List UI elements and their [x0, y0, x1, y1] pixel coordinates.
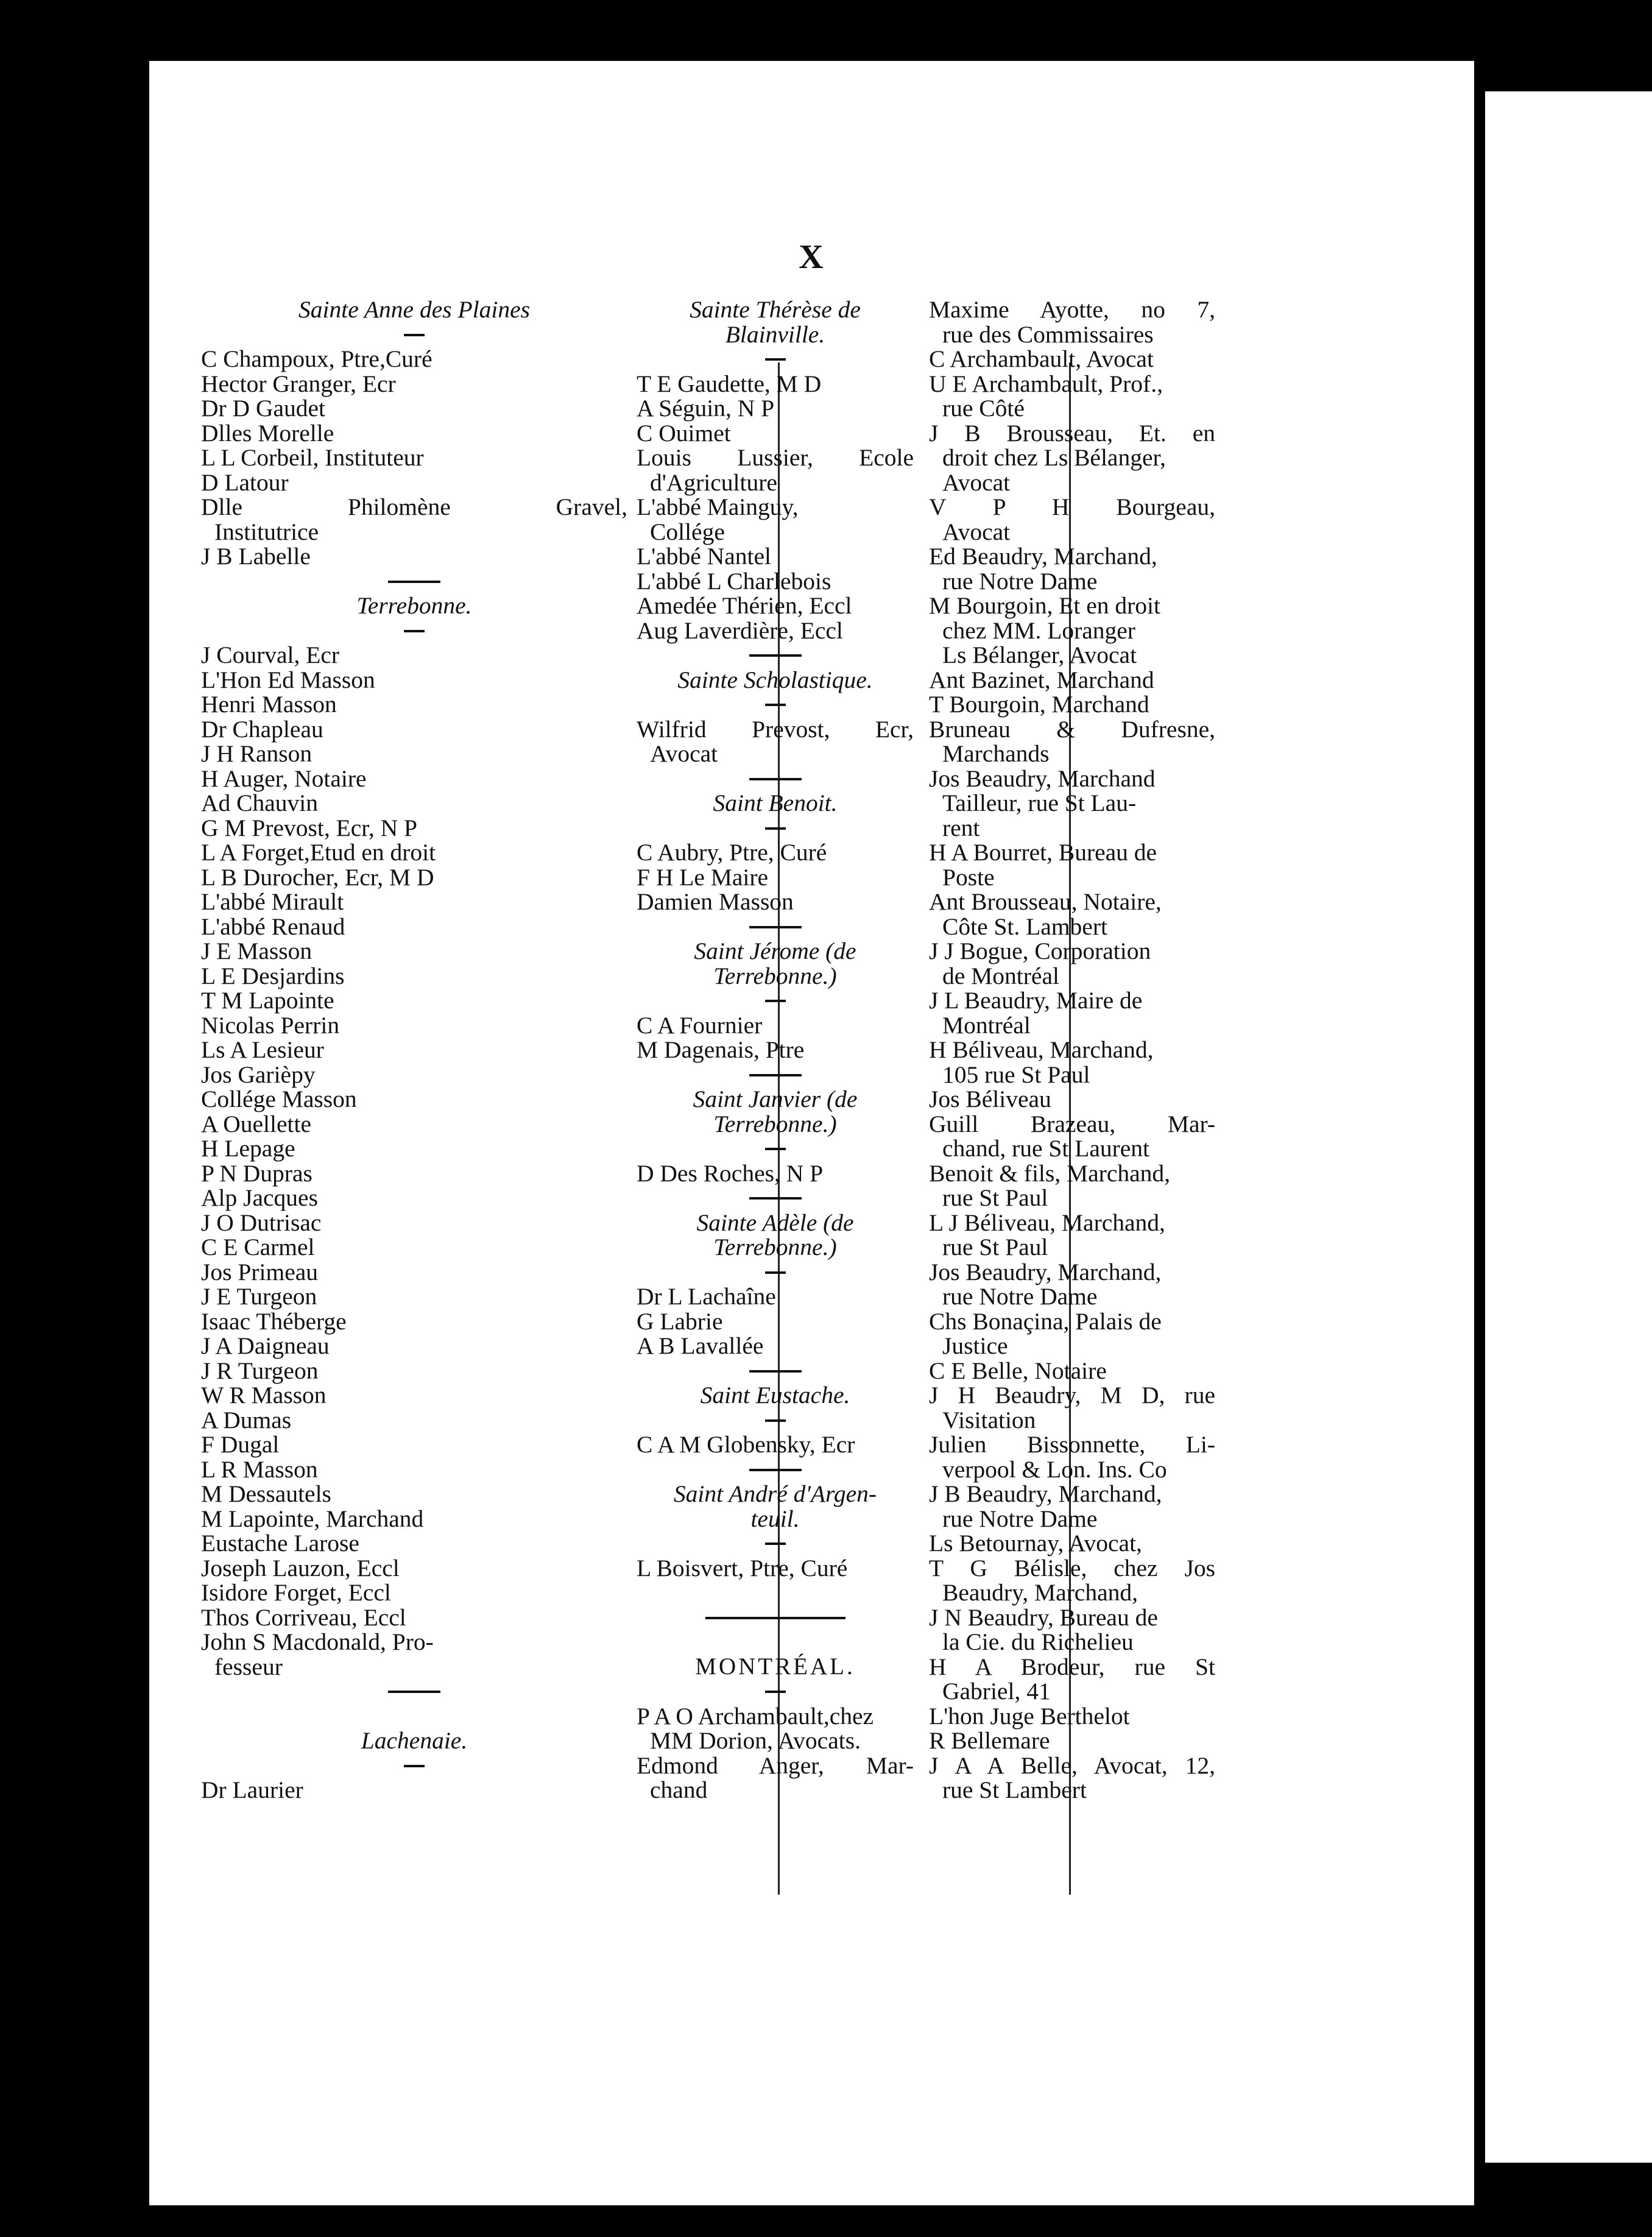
separator-dash — [637, 1136, 914, 1161]
separator-dash — [637, 816, 914, 841]
directory-entry: T E Gaudette, M D — [637, 370, 822, 397]
place-heading: Saint Janvier (de — [693, 1086, 858, 1112]
directory-entry: L A Forget,Etud en droit — [201, 839, 436, 866]
directory-entry: F H Le Maire — [637, 863, 769, 891]
place-heading: Saint Benoit. — [713, 790, 838, 816]
directory-entry: Côte St. Lambert — [942, 913, 1107, 940]
directory-entry: H A Bourret, Bureau de — [929, 839, 1157, 866]
directory-entry: chez MM. Loranger — [942, 617, 1135, 644]
directory-entry: Wilfrid Prevost, Ecr, — [637, 715, 914, 743]
directory-entry: Aug Laverdière, Eccl — [637, 617, 843, 644]
directory-entry: M Lapointe, Marchand — [201, 1505, 424, 1532]
directory-entry: M Bourgoin, Et en droit — [929, 592, 1160, 619]
section-rule — [637, 914, 914, 939]
directory-entry: D Latour — [201, 468, 289, 496]
directory-entry: Jos Béliveau — [929, 1086, 1051, 1112]
directory-entry: Jos Beaudry, Marchand, — [929, 1258, 1162, 1285]
directory-entry: Justice — [942, 1332, 1008, 1359]
directory-entry: Dr L Lachaîne — [637, 1283, 776, 1310]
separator-dash — [637, 988, 914, 1013]
directory-entry: L'hon Juge Berthelot — [929, 1702, 1130, 1730]
separator-dash — [201, 322, 627, 347]
directory-entry: G M Prevost, Ecr, N P — [201, 814, 417, 841]
directory-entry: D Des Roches, N P — [637, 1159, 824, 1187]
column-2 — [637, 297, 914, 1803]
separator-dash — [201, 1753, 627, 1778]
directory-entry: C Ouimet — [637, 419, 731, 447]
directory-entry: Bruneau & Dufresne, — [929, 715, 1215, 743]
section-rule — [637, 1062, 914, 1087]
directory-entry: J A A Belle, Avocat, 12, — [929, 1751, 1215, 1779]
directory-entry: Dr D Gaudet — [201, 395, 326, 422]
directory-entry: A B Lavallée — [637, 1332, 764, 1359]
directory-entry: R Bellemare — [929, 1727, 1050, 1754]
directory-entry: Isaac Théberge — [201, 1307, 347, 1335]
directory-entry: Avocat — [942, 468, 1011, 496]
directory-entry: J A Daigneau — [201, 1332, 330, 1359]
section-rule — [201, 1679, 627, 1704]
place-heading: Terrebonne.) — [713, 1234, 837, 1260]
directory-entry: C E Carmel — [201, 1234, 315, 1260]
directory-entry: Benoit & fils, Marchand, — [929, 1159, 1171, 1187]
directory-entry: Dlles Morelle — [201, 419, 334, 447]
directory-entry: John S Macdonald, Pro- — [201, 1628, 434, 1655]
directory-entry: J B Beaudry, Marchand, — [929, 1480, 1162, 1507]
directory-entry: L R Masson — [201, 1455, 318, 1483]
major-section-rule — [637, 1605, 914, 1630]
place-heading: Terrebonne.) — [713, 1110, 837, 1137]
directory-entry: W R Masson — [201, 1382, 327, 1408]
directory-entry: verpool & Lon. Ins. Co — [942, 1455, 1167, 1483]
section-rule — [201, 569, 627, 594]
directory-entry: C Aubry, Ptre, Curé — [637, 839, 827, 866]
directory-entry: chand, rue St Laurent — [942, 1135, 1150, 1162]
directory-entry: Dlle Philomène Gravel, — [201, 493, 627, 520]
section-rule — [637, 1359, 914, 1384]
directory-entry: L L Corbeil, Instituteur — [201, 444, 424, 471]
directory-entry: Damien Masson — [637, 888, 794, 915]
directory-entry: rue Côté — [942, 395, 1025, 422]
directory-entry: Ant Brousseau, Notaire, — [929, 888, 1162, 915]
directory-entry: J R Turgeon — [201, 1357, 319, 1384]
directory-entry: Chs Bonaçina, Palais de — [929, 1307, 1162, 1335]
directory-entry: H A Brodeur, rue St — [929, 1653, 1215, 1680]
place-heading: Saint Eustache. — [700, 1382, 850, 1408]
spacer — [637, 1580, 914, 1605]
directory-entry: J B Brousseau, Et. en — [929, 419, 1215, 447]
directory-entry: J E Turgeon — [201, 1283, 317, 1310]
directory-entry: Isidore Forget, Eccl — [201, 1579, 391, 1606]
separator-dash — [637, 347, 914, 372]
directory-entry: Gabriel, 41 — [942, 1678, 1051, 1705]
directory-entry: fesseur — [214, 1653, 283, 1680]
place-heading: Sainte Scholastique. — [677, 666, 873, 693]
directory-entry: Hector Granger, Ecr — [201, 370, 396, 397]
city-heading: MONTRÉAL. — [695, 1653, 855, 1680]
place-heading: Blainville. — [725, 320, 825, 348]
directory-entry: C A M Globensky, Ecr — [637, 1431, 855, 1458]
directory-entry: rue Notre Dame — [942, 1505, 1098, 1532]
place-heading: Sainte Thérèse de — [690, 296, 861, 323]
directory-entry: P N Dupras — [201, 1159, 312, 1187]
directory-entry: Montréal — [942, 1011, 1031, 1039]
directory-entry: d'Agriculture — [650, 468, 777, 496]
directory-entry: C Archambault, Avocat — [929, 345, 1154, 372]
directory-entry: Dr Chapleau — [201, 715, 323, 743]
place-heading: Terrebonne.) — [713, 962, 837, 989]
directory-entry: Marchands — [942, 740, 1050, 767]
directory-entry: H Auger, Notaire — [201, 765, 367, 792]
directory-entry: Dr Laurier — [201, 1776, 303, 1803]
directory-entry: J Courval, Ecr — [201, 641, 340, 668]
directory-entry: Guill Brazeau, Mar- — [929, 1110, 1215, 1137]
directory-entry: P A O Archambault,chez — [637, 1702, 874, 1730]
place-heading: Sainte Adèle (de — [696, 1209, 854, 1236]
directory-entry: la Cie. du Richelieu — [942, 1628, 1134, 1655]
column-1 — [201, 297, 627, 1803]
separator-dash — [637, 1531, 914, 1556]
directory-entry: C A Fournier — [637, 1011, 763, 1039]
directory-entry: T M Lapointe — [201, 987, 334, 1014]
directory-entry: Jos Primeau — [201, 1258, 319, 1285]
directory-entry: rue St Paul — [942, 1234, 1048, 1260]
directory-entry: F Dugal — [201, 1431, 280, 1458]
directory-entry: J O Dutrisac — [201, 1209, 322, 1236]
directory-entry: T Bourgoin, Marchand — [929, 691, 1149, 718]
place-heading: Saint Jérome (de — [694, 938, 856, 964]
directory-entry: Eustache Larose — [201, 1530, 359, 1557]
directory-entry: J E Masson — [201, 938, 312, 964]
section-rule — [637, 1186, 914, 1210]
directory-entry: Maxime Ayotte, no 7, — [929, 296, 1215, 323]
directory-entry: Ls Betournay, Avocat, — [929, 1530, 1142, 1557]
directory-entry: G Labrie — [637, 1307, 723, 1335]
directory-entry: Thos Corriveau, Eccl — [201, 1603, 406, 1631]
directory-entry: H Béliveau, Marchand, — [929, 1036, 1154, 1063]
directory-entry: rue St Paul — [942, 1184, 1048, 1211]
directory-entry: L'abbé L Charlebois — [637, 567, 831, 595]
directory-entry: Edmond Anger, Mar- — [637, 1751, 914, 1779]
directory-entry: V P H Bourgeau, — [929, 493, 1215, 520]
place-heading: teuil. — [750, 1505, 800, 1532]
directory-entry: M Dagenais, Ptre — [637, 1036, 805, 1063]
directory-entry: Jos Garièpy — [201, 1061, 316, 1088]
directory-entry: J H Ranson — [201, 740, 312, 767]
directory-entry: Nicolas Perrin — [201, 1011, 340, 1039]
directory-entry: L'abbé Renaud — [201, 913, 345, 940]
section-rule — [637, 643, 914, 668]
directory-entry: Ls A Lesieur — [201, 1036, 324, 1063]
directory-entry: rue Notre Dame — [942, 567, 1098, 595]
directory-entry: L E Desjardins — [201, 962, 345, 989]
directory-entry: rent — [942, 814, 980, 841]
directory-entry: L J Béliveau, Marchand, — [929, 1209, 1165, 1236]
directory-entry: droit chez Ls Bélanger, — [942, 444, 1166, 471]
place-heading: Terrebonne. — [356, 592, 472, 619]
directory-entry: L'abbé Mainguy, — [637, 493, 799, 520]
spacer — [637, 1630, 914, 1655]
directory-entry: rue Notre Dame — [942, 1283, 1098, 1310]
directory-entry: U E Archambault, Prof., — [929, 370, 1163, 397]
directory-entry: chand — [650, 1776, 708, 1803]
page-number: X — [799, 238, 825, 276]
column-3 — [929, 297, 1215, 1803]
directory-entry: Louis Lussier, Ecole — [637, 444, 914, 471]
directory-entry: M Dessautels — [201, 1480, 331, 1507]
directory-entry: Avocat — [650, 740, 718, 767]
separator-dash — [637, 1408, 914, 1433]
directory-entry: J J Bogue, Corporation — [929, 938, 1151, 964]
directory-entry: Collége Masson — [201, 1086, 357, 1112]
directory-entry: Beaudry, Marchand, — [942, 1579, 1138, 1606]
directory-entry: rue St Lambert — [942, 1776, 1087, 1803]
directory-entry: Ls Bélanger, Avocat — [942, 641, 1137, 668]
directory-entry: Alp Jacques — [201, 1184, 318, 1211]
directory-entry: J B Labelle — [201, 543, 311, 570]
directory-entry: A Ouellette — [201, 1110, 311, 1137]
directory-entry: L'abbé Nantel — [637, 543, 771, 570]
directory-entry: Collége — [650, 518, 725, 545]
directory-entry: Joseph Lauzon, Eccl — [201, 1554, 400, 1581]
directory-entry: C Champoux, Ptre,Curé — [201, 345, 432, 372]
directory-entry: L'Hon Ed Masson — [201, 666, 375, 693]
directory-entry: L'abbé Mirault — [201, 888, 344, 915]
directory-entry: Tailleur, rue St Lau- — [942, 790, 1137, 816]
directory-entry: L B Durocher, Ecr, M D — [201, 863, 434, 891]
directory-entry: Avocat — [942, 518, 1011, 545]
directory-entry: Amedée Thérien, Eccl — [637, 592, 852, 619]
directory-entry: T G Bélisle, chez Jos — [929, 1554, 1215, 1581]
directory-entry: H Lepage — [201, 1135, 295, 1162]
directory-entry: Julien Bissonnette, Li- — [929, 1431, 1215, 1458]
directory-entry: MM Dorion, Avocats. — [650, 1727, 861, 1754]
separator-dash — [637, 692, 914, 717]
directory-entry: Ed Beaudry, Marchand, — [929, 543, 1157, 570]
directory-entry: Institutrice — [214, 518, 319, 545]
place-heading: Lachenaie. — [361, 1727, 468, 1754]
separator-dash — [637, 1679, 914, 1704]
directory-entry: L Boisvert, Ptre, Curé — [637, 1554, 848, 1581]
place-heading: Sainte Anne des Plaines — [298, 296, 530, 323]
spacer — [201, 1704, 627, 1729]
separator-dash — [637, 1260, 914, 1285]
directory-entry: A Dumas — [201, 1406, 292, 1433]
directory-entry: Ad Chauvin — [201, 790, 319, 816]
directory-entry: J L Beaudry, Maire de — [929, 987, 1143, 1014]
section-rule — [637, 766, 914, 791]
section-rule — [637, 1457, 914, 1482]
directory-entry: Visitation — [942, 1406, 1036, 1433]
directory-entry: rue des Commissaires — [942, 320, 1154, 348]
directory-entry: A Séguin, N P — [637, 395, 775, 422]
directory-entry: 105 rue St Paul — [942, 1061, 1090, 1088]
directory-entry: de Montréal — [942, 962, 1059, 989]
directory-entry: Poste — [942, 863, 995, 891]
adjacent-page-edge — [1485, 91, 1652, 2163]
directory-entry: Jos Beaudry, Marchand — [929, 765, 1156, 792]
place-heading: Saint André d'Argen- — [673, 1480, 877, 1507]
directory-entry: Henri Masson — [201, 691, 337, 718]
directory-entry: J N Beaudry, Bureau de — [929, 1603, 1158, 1631]
directory-entry: Ant Bazinet, Marchand — [929, 666, 1154, 693]
separator-dash — [201, 618, 627, 643]
directory-entry: C E Belle, Notaire — [929, 1357, 1107, 1384]
directory-entry: J H Beaudry, M D, rue — [929, 1382, 1215, 1408]
